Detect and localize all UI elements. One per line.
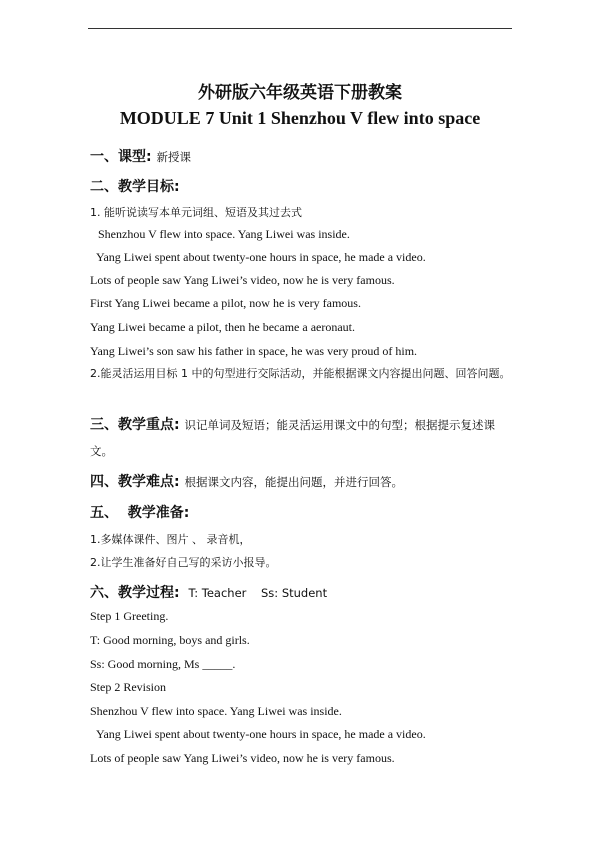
section-lesson-type (90, 146, 191, 166)
process-line: Lots of people saw Yang Liwei’s video, now he is very famous. (90, 751, 395, 765)
section-heading: 一、课型: (90, 149, 152, 165)
preparation-item: 2.让学生准备好自己写的采访小报导。 (90, 556, 277, 569)
document-title: 外研版六年级英语下册教案 (198, 83, 402, 103)
section-heading: 三、教学重点: (90, 417, 180, 433)
process-line: Ss: Good morning, Ms _____. (90, 657, 236, 671)
role-legend: T: Teacher Ss: Student (188, 586, 328, 600)
objective-sentence: Yang Liwei became a pilot, then he became a aeronaut. (90, 320, 356, 334)
objective-sentence: Yang Liwei spent about twenty-one hours in space, he made a video. (96, 250, 426, 264)
header-rule (88, 28, 512, 29)
document-subtitle: MODULE 7 Unit 1 Shenzhou V flew into space (119, 108, 481, 128)
objective-sentence: Lots of people saw Yang Liwei’s video, now he is very famous. (90, 273, 395, 287)
process-line: Yang Liwei spent about twenty-one hours in space, he made a video. (96, 727, 426, 741)
process-line: Step 1 Greeting. (90, 609, 169, 623)
section-preparation-heading: 五、 教学准备: (90, 505, 190, 521)
section-value: 识记单词及短语；能灵活运用课文中的句型；根据提示复述课文。 (90, 418, 495, 458)
objective-sentence: Yang Liwei’s son saw his father in space, he was very proud of him. (90, 344, 418, 358)
objective-sentence: First Yang Liwei became a pilot, now he is very famous. (90, 296, 361, 310)
process-line: T: Good morning, boys and girls. (90, 633, 250, 647)
section-heading: 六、教学过程: (90, 585, 180, 601)
preparation-item: 1.多媒体课件、图片 、 录音机， (90, 533, 251, 546)
section-heading: 四、教学难点: (90, 474, 180, 490)
section-objectives-heading: 二、教学目标: (90, 179, 180, 195)
section-value: 新授课 (156, 150, 191, 164)
section-process (90, 582, 327, 602)
process-line: Step 2 Revision (90, 680, 167, 694)
section-difficulties (90, 471, 403, 491)
section-key-points (90, 412, 514, 464)
objective-item-1: 1. 能听说读写本单元词组、短语及其过去式 (90, 206, 302, 219)
process-line: Shenzhou V flew into space. Yang Liwei was inside. (90, 704, 342, 718)
objective-item-2: 2.能灵活运用目标 1 中的句型进行交际活动，并能根据课文内容提出问题、回答问题。 (90, 367, 511, 380)
section-value: 根据课文内容，能提出问题，并进行回答。 (184, 475, 403, 489)
objective-sentence: Shenzhou V flew into space. Yang Liwei was inside. (98, 227, 350, 241)
